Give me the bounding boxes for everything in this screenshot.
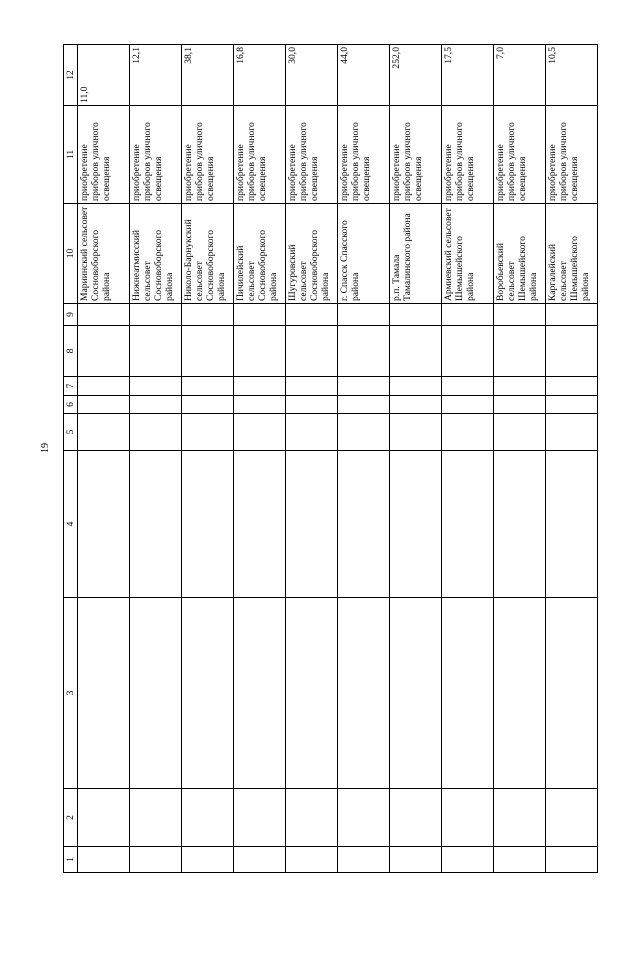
- amount-cell: 30,0: [286, 45, 338, 106]
- empty-cell: [130, 304, 182, 326]
- empty-cell: [182, 847, 234, 873]
- empty-cell: [494, 377, 546, 396]
- empty-cell: [78, 326, 130, 377]
- empty-cell: [286, 304, 338, 326]
- column-number-2: 2: [64, 789, 78, 847]
- empty-cell: [234, 396, 286, 414]
- empty-cell: [130, 789, 182, 847]
- empty-cell: [390, 451, 442, 598]
- municipality-cell: Пичилейский сельсовет Сосновоборского района: [234, 204, 286, 304]
- column-number-5: 5: [64, 414, 78, 451]
- empty-cell: [286, 396, 338, 414]
- empty-cell: [338, 789, 390, 847]
- empty-cell: [78, 377, 130, 396]
- empty-cell: [338, 847, 390, 873]
- empty-cell: [78, 451, 130, 598]
- empty-cell: [442, 451, 494, 598]
- empty-cell: [130, 598, 182, 789]
- amount-cell: 16,8: [234, 45, 286, 106]
- empty-cell: [442, 847, 494, 873]
- empty-cell: [182, 377, 234, 396]
- empty-cell: [338, 396, 390, 414]
- empty-cell: [338, 304, 390, 326]
- column-number-1: 1: [64, 847, 78, 873]
- empty-cell: [390, 414, 442, 451]
- amount-cell: 252,0: [390, 45, 442, 106]
- empty-cell: [338, 377, 390, 396]
- column-number-12: 12: [64, 45, 78, 106]
- empty-cell: [494, 396, 546, 414]
- empty-cell: [442, 326, 494, 377]
- table-row: [130, 45, 182, 873]
- municipality-cell: г. Спасск Спасского района: [338, 204, 390, 304]
- empty-cell: [182, 326, 234, 377]
- empty-cell: [130, 377, 182, 396]
- column-number-6: 6: [64, 396, 78, 414]
- page-number: 19: [40, 443, 51, 453]
- table-row: [494, 45, 546, 873]
- empty-cell: [494, 451, 546, 598]
- empty-cell: [286, 598, 338, 789]
- empty-cell: [234, 598, 286, 789]
- empty-cell: [546, 789, 598, 847]
- empty-cell: [234, 377, 286, 396]
- empty-cell: [78, 598, 130, 789]
- empty-cell: [182, 304, 234, 326]
- municipality-cell: р.п. Тамала Тамалинского района: [390, 204, 442, 304]
- empty-cell: [182, 789, 234, 847]
- empty-cell: [338, 326, 390, 377]
- empty-cell: [286, 377, 338, 396]
- municipality-cell: Армиевский сельсовет Шемышейского района: [442, 204, 494, 304]
- purpose-cell: приобретение приборов уличного освещения: [130, 106, 182, 204]
- empty-cell: [182, 414, 234, 451]
- column-number-7: 7: [64, 377, 78, 396]
- empty-cell: [78, 396, 130, 414]
- empty-cell: [130, 451, 182, 598]
- table-row: [78, 45, 130, 873]
- empty-cell: [234, 326, 286, 377]
- purpose-cell: приобретение приборов уличного освещения: [494, 106, 546, 204]
- purpose-cell: приобретение приборов уличного освещения: [286, 106, 338, 204]
- empty-cell: [182, 598, 234, 789]
- empty-cell: [130, 847, 182, 873]
- municipality-cell: Воробьевский сельсовет Шемышейского района: [494, 204, 546, 304]
- empty-cell: [390, 304, 442, 326]
- table-row: [546, 45, 598, 873]
- empty-cell: [390, 377, 442, 396]
- empty-cell: [234, 451, 286, 598]
- empty-cell: [494, 847, 546, 873]
- empty-cell: [78, 304, 130, 326]
- purpose-cell: приобретение приборов уличного освещения: [390, 106, 442, 204]
- purpose-cell: приобретение приборов уличного освещения: [234, 106, 286, 204]
- purpose-cell: приобретение приборов уличного освещения: [182, 106, 234, 204]
- empty-cell: [78, 789, 130, 847]
- municipality-cell: Шугуровский сельсовет Сосновоборского района: [286, 204, 338, 304]
- empty-cell: [130, 326, 182, 377]
- empty-cell: [442, 377, 494, 396]
- empty-cell: [546, 377, 598, 396]
- empty-cell: [494, 304, 546, 326]
- empty-cell: [182, 396, 234, 414]
- empty-cell: [234, 414, 286, 451]
- empty-cell: [234, 304, 286, 326]
- table-body: [78, 45, 598, 873]
- amount-cell: 44,0: [338, 45, 390, 106]
- column-number-10: 10: [64, 204, 78, 304]
- municipality-cell: Мариинский сельсовет Сосновоборского района: [78, 204, 130, 304]
- table-row: [390, 45, 442, 873]
- empty-cell: [338, 598, 390, 789]
- table-row: [338, 45, 390, 873]
- empty-cell: [546, 304, 598, 326]
- column-number-4: 4: [64, 451, 78, 598]
- purpose-cell: приобретение приборов уличного освещения: [442, 106, 494, 204]
- column-number-row: [64, 45, 78, 873]
- empty-cell: [442, 396, 494, 414]
- table-row: [442, 45, 494, 873]
- empty-cell: [546, 326, 598, 377]
- empty-cell: [390, 326, 442, 377]
- empty-cell: [286, 326, 338, 377]
- amount-cell: 17,5: [442, 45, 494, 106]
- empty-cell: [494, 326, 546, 377]
- municipality-cell: Каргалейский сельсовет Шемышейского района: [546, 204, 598, 304]
- data-table: [63, 44, 598, 873]
- empty-cell: [234, 847, 286, 873]
- empty-cell: [442, 789, 494, 847]
- column-number-11: 11: [64, 106, 78, 204]
- empty-cell: [286, 414, 338, 451]
- empty-cell: [130, 396, 182, 414]
- amount-cell: 11,0: [78, 45, 130, 106]
- column-number-9: 9: [64, 304, 78, 326]
- municipality-cell: Нижнеатмисский сельсовет Сосновоборского района: [130, 204, 182, 304]
- empty-cell: [546, 414, 598, 451]
- empty-cell: [442, 414, 494, 451]
- purpose-cell: приобретение приборов уличного освещения: [546, 106, 598, 204]
- empty-cell: [546, 847, 598, 873]
- empty-cell: [390, 847, 442, 873]
- empty-cell: [338, 451, 390, 598]
- table-row: [286, 45, 338, 873]
- table-row: [182, 45, 234, 873]
- empty-cell: [390, 789, 442, 847]
- municipality-cell: Николо-Барнукский сельсовет Сосновоборского района: [182, 204, 234, 304]
- rotated-table-container: [63, 45, 591, 873]
- amount-cell: 7,0: [494, 45, 546, 106]
- empty-cell: [234, 789, 286, 847]
- empty-cell: [442, 598, 494, 789]
- empty-cell: [494, 789, 546, 847]
- empty-cell: [390, 396, 442, 414]
- empty-cell: [286, 789, 338, 847]
- empty-cell: [78, 847, 130, 873]
- purpose-cell: приобретение приборов уличного освещения: [78, 106, 130, 204]
- empty-cell: [78, 414, 130, 451]
- empty-cell: [130, 414, 182, 451]
- empty-cell: [182, 451, 234, 598]
- empty-cell: [442, 304, 494, 326]
- table-row: [234, 45, 286, 873]
- amount-cell: 10,5: [546, 45, 598, 106]
- empty-cell: [286, 847, 338, 873]
- empty-cell: [390, 598, 442, 789]
- empty-cell: [546, 396, 598, 414]
- empty-cell: [546, 451, 598, 598]
- empty-cell: [546, 598, 598, 789]
- empty-cell: [286, 451, 338, 598]
- empty-cell: [338, 414, 390, 451]
- column-number-8: 8: [64, 326, 78, 377]
- purpose-cell: приобретение приборов уличного освещения: [338, 106, 390, 204]
- amount-cell: 12,1: [130, 45, 182, 106]
- empty-cell: [494, 598, 546, 789]
- empty-cell: [494, 414, 546, 451]
- column-number-3: 3: [64, 598, 78, 789]
- amount-cell: 38,1: [182, 45, 234, 106]
